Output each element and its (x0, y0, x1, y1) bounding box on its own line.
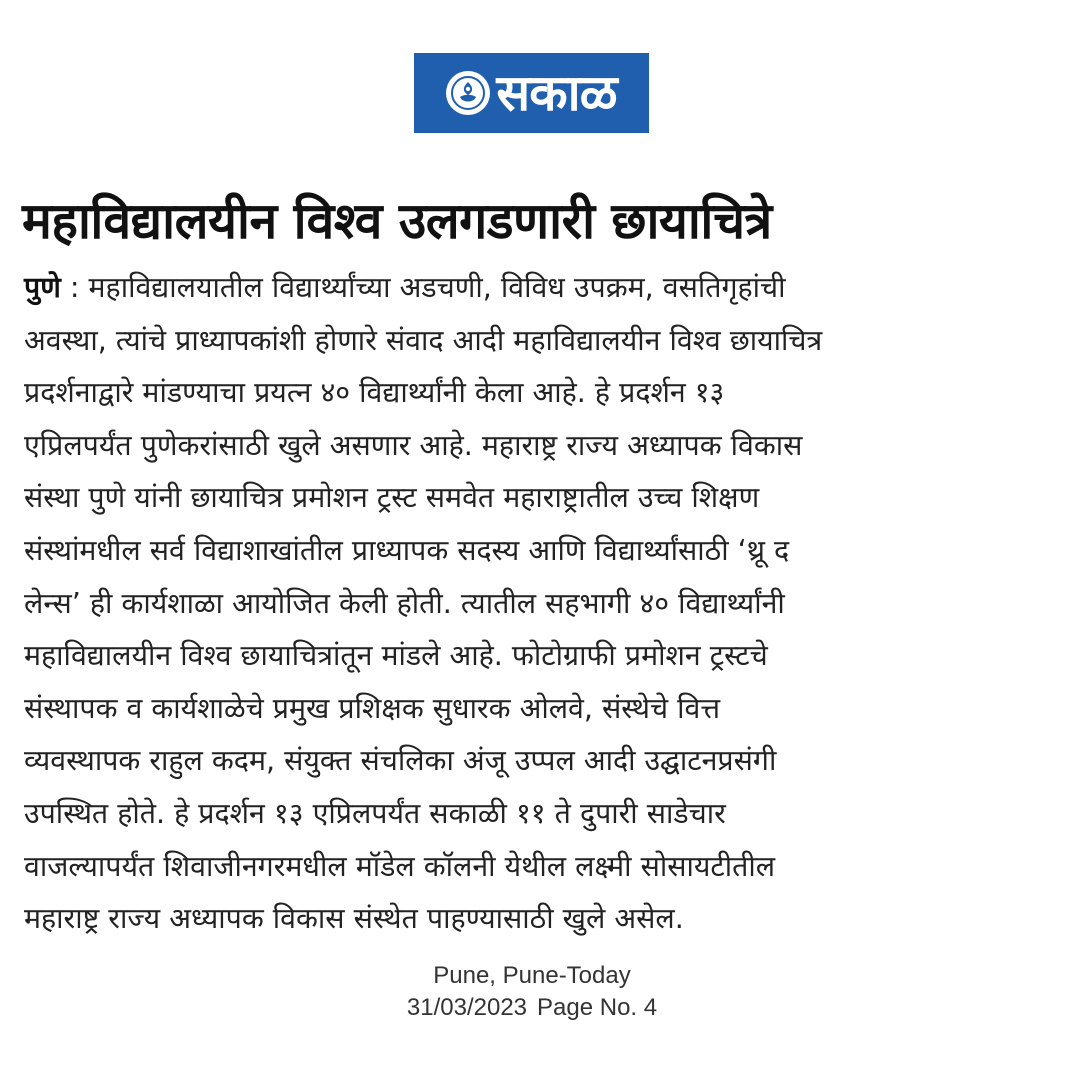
article-line (24, 262, 1044, 315)
article-line: उपस्थित होते. हे प्रदर्शन १३ एप्रिलपर्यंत सकाळी ११ ते दुपारी साडेचार (24, 796, 726, 830)
footer-page-number: Page No. 4 (537, 994, 658, 1021)
newspaper-masthead (414, 53, 649, 133)
sakal-emblem-icon (446, 71, 490, 115)
article-line: वाजल्यापर्यंत शिवाजीनगरमधील मॉडेल कॉलनी येथील लक्ष्मी सोसायटीतील (24, 849, 776, 883)
article-body (24, 262, 1044, 946)
article-line: महाराष्ट्र राज्य अध्यापक विकास संस्थेत पाहण्यासाठी खुले असेल. (24, 902, 684, 936)
article-dateline: पुणे (24, 271, 61, 304)
footer-date: 31/03/2023 (406, 994, 528, 1021)
masthead-logo-text: सकाळ (496, 64, 617, 122)
article-headline: महाविद्यालयीन विश्व उलगडणारी छायाचित्रे (22, 192, 772, 250)
article-line: संस्थांमधील सर्व विद्याशाखांतील प्राध्यापक सदस्य आणि विद्यार्थ्यांसाठी ‘थ्रू द (24, 533, 790, 567)
article-line: संस्था पुणे यांनी छायाचित्र प्रमोशन ट्रस्ट समवेत महाराष्ट्रातील उच्च शिक्षण (24, 481, 760, 515)
article-line: अवस्था, त्यांचे प्राध्यापकांशी होणारे संवाद आदी महाविद्यालयीन विश्व छायाचित्र (24, 323, 823, 357)
article-line: महाविद्यालयीन विश्व छायाचित्रांतून मांडले आहे. फोटोग्राफी प्रमोशन ट्रस्टचे (24, 639, 768, 673)
footer-date-page (0, 993, 1072, 1023)
article-line: लेन्स’ ही कार्यशाळा आयोजित केली होती. त्यातील सहभागी ४० विद्यार्थ्यांनी (24, 586, 785, 620)
footer-edition: Pune, Pune-Today (433, 962, 631, 989)
article-line: एप्रिलपर्यंत पुणेकरांसाठी खुले असणार आहे. महाराष्ट्र राज्य अध्यापक विकास (24, 428, 803, 462)
article-line-text: : महाविद्यालयातील विद्यार्थ्यांच्या अडचणी, विविध उपक्रम, वसतिगृहांची (60, 271, 786, 304)
article-line: संस्थापक व कार्यशाळेचे प्रमुख प्रशिक्षक सुधारक ओलवे, संस्थेचे वित्त (24, 691, 721, 725)
article-line: व्यवस्थापक राहुल कदम, संयुक्त संचलिका अंजू उप्पल आदी उद्घाटनप्रसंगी (24, 744, 777, 778)
article-line: प्रदर्शनाद्वारे मांडण्याचा प्रयत्न ४० विद्यार्थ्यांनी केला आहे. हे प्रदर्शन १३ (24, 376, 725, 410)
